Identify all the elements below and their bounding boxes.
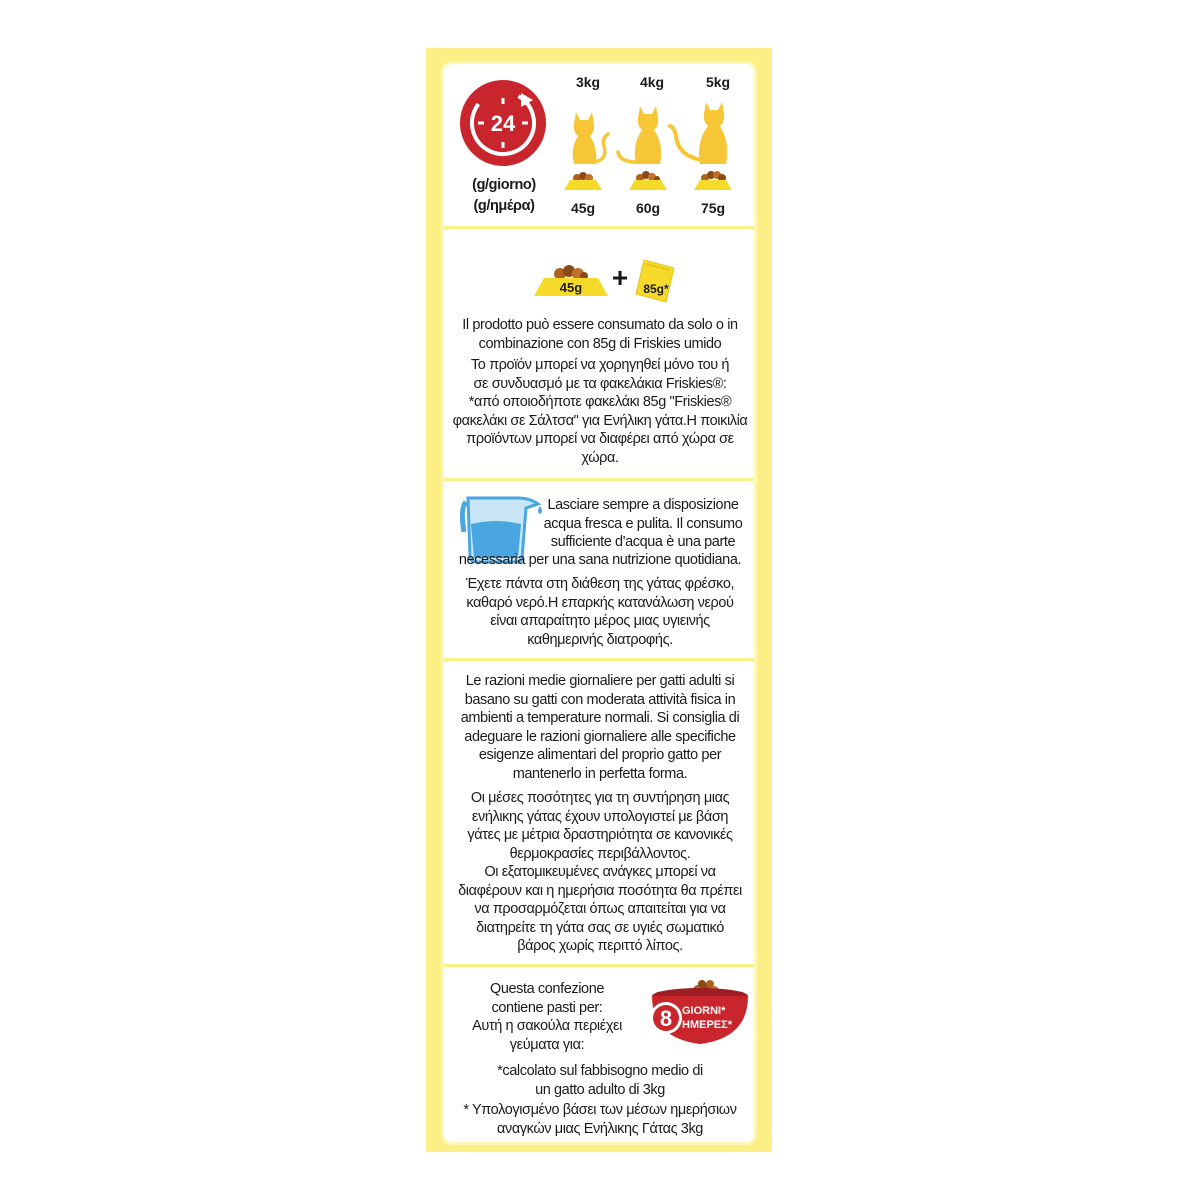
portion-small: 45g — [570, 200, 596, 216]
portion-large: 75g — [700, 200, 726, 216]
combination-text-greek: Το προϊόν μπορεί να χορηγηθεί μόνο του ή σε συνδυασμό με τα φακελάκια Friskies®: *από οποιοδήποτε φακελάκι 85g "Friskies® φακελάκι σε Σάλτσα" για Ενήλικη γάτα.Η ποικιλία προϊόντων μπορεί να διαφέρει από χώρα σε χώρα. — [452, 357, 748, 466]
unit-label-greek: (g/ημέρα) — [473, 198, 535, 214]
footnote-greek: * Υπολογισμένο βάσει των μέσων ημερήσιων αναγκών μιας Ενήλικης Γάτας 3kg — [463, 1102, 737, 1137]
days-label-greek: ΗΜΕΡΕΣ* — [682, 1019, 732, 1031]
clock-number: 24 — [490, 111, 516, 136]
combination-text-italian: Il prodotto può essere consumato da solo o in combinazione con 85g di Friskies umido — [462, 317, 738, 352]
days-label-italian: GIORNI* — [682, 1005, 726, 1017]
water-text-italian-last: necessaria per una sana nutrizione quotidiana. — [458, 552, 742, 568]
rations-text-italian: Le razioni medie giornaliere per gatti adulti si basano su gatti con moderata attività fisica in ambienti a temperature normali. Si consiglia di adeguare le razioni giornaliere alle specifiche esigenze alimentari del proprio gatto per mantenerlo in perfetta forma. — [460, 673, 740, 782]
cat-weight-small: 3kg — [575, 74, 601, 90]
section-divider — [444, 964, 754, 967]
pack-text-italian: Questa confezione contiene pasti per: — [489, 981, 605, 1016]
section-divider — [444, 478, 754, 481]
wet-food-pouch-icon — [634, 258, 676, 304]
food-bowl-icon — [562, 170, 604, 192]
large-cat-icon — [668, 100, 734, 170]
plus-sign: + — [611, 262, 629, 293]
cat-weight-medium: 4kg — [639, 74, 665, 90]
small-cat-icon — [564, 108, 614, 170]
water-text-greek: Έχετε πάντα στη διάθεση της γάτας φρέσκο, καθαρό νερό.Η επαρκής κατανάλωση νερού είναι απαραίτητο μέρος μιας υγιεινής καθημερινής διατροφής. — [465, 576, 735, 648]
dry-food-amount: 45g — [559, 280, 583, 295]
24-hour-clock-icon — [458, 76, 548, 170]
wet-food-amount: 85g* — [643, 282, 669, 296]
water-text-italian: Lasciare sempre a disposizione acqua fresca e pulita. Il consumo sufficiente d'acqua è una parte — [543, 497, 743, 550]
days-number: 8 — [659, 1006, 673, 1031]
pack-text-greek: Αυτή η σακούλα περιέχει γεύματα για: — [472, 1018, 622, 1053]
rations-text-greek: Οι μέσες ποσότητες για τη συντήρηση μιας ενήλικης γάτας έχουν υπολογιστεί με βάση γάτες με μέτρια δραστηριότητα σε κανονικές θερμοκρασίες περιβάλλοντος. Οι εξατομικευμένες ανάγκες μπορεί να διαφέρουν και η ημερήσια ποσότητα θα πρέπει να προσαρμόζεται όπως απαιτείται για να διατηρείτε τη γάτα σας σε υγιές σωματικό βάρος χωρίς περιττό λίπος. — [458, 790, 742, 954]
footnote-italian: *calcolato sul fabbisogno medio di un gatto adulto di 3kg — [497, 1063, 703, 1098]
portion-medium: 60g — [635, 200, 661, 216]
cat-weight-large: 5kg — [705, 74, 731, 90]
food-bowl-icon — [692, 170, 734, 192]
section-divider — [444, 658, 754, 661]
section-divider — [444, 226, 754, 229]
food-bowl-icon — [627, 170, 669, 192]
unit-label-italian: (g/giorno) — [472, 177, 536, 193]
